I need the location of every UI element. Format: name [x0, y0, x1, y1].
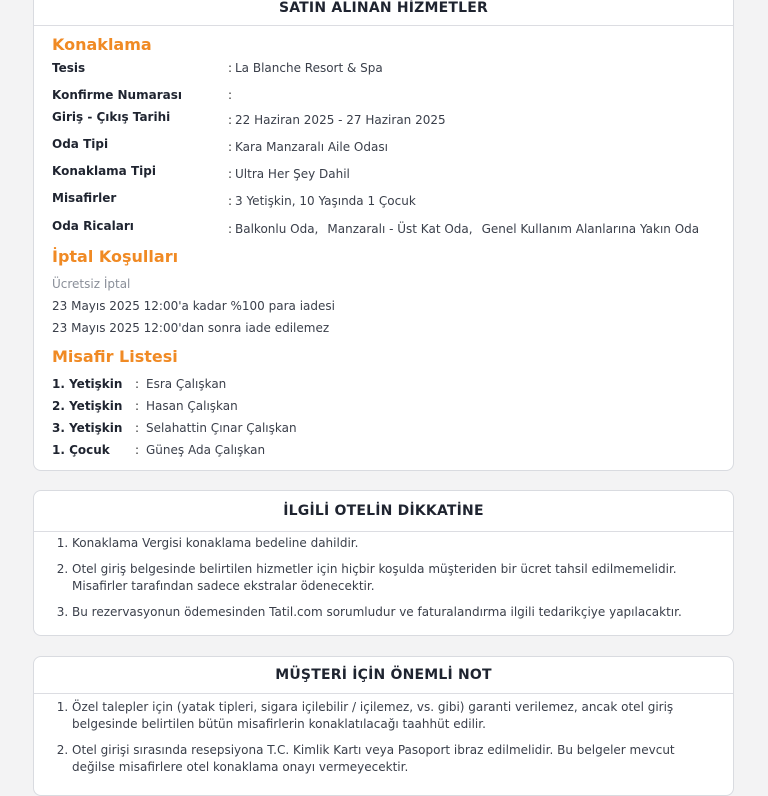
guest-row — [52, 443, 723, 463]
customer-note-card — [33, 656, 734, 796]
guest-list-heading: Misafir Listesi — [52, 347, 178, 366]
guest-label: 1. Çocuk — [52, 443, 110, 457]
guest-row — [52, 399, 723, 419]
confirmation-number-label: Konfirme Numarası — [52, 88, 182, 102]
board-type-label: Konaklama Tipi — [52, 164, 156, 178]
colon: : — [135, 443, 140, 457]
hotel-notice-item: 1. Konaklama Vergisi konaklama bedeline dahildir. — [72, 535, 721, 552]
cancellation-heading: İptal Koşulları — [52, 247, 179, 266]
colon: : — [228, 113, 233, 127]
dates-value: 22 Haziran 2025 - 27 Haziran 2025 — [235, 113, 446, 127]
purchased-services-card — [33, 0, 734, 471]
colon: : — [228, 194, 233, 208]
colon: : — [228, 140, 233, 154]
room-requests-value — [235, 222, 708, 236]
guest-label: 2. Yetişkin — [52, 399, 123, 413]
colon: : — [135, 377, 140, 391]
hotel-notice-title: İLGİLİ OTELİN DİKKATİNE — [34, 491, 733, 532]
colon: : — [228, 222, 233, 236]
room-request-item: Manzaralı - Üst Kat Oda, — [327, 222, 473, 236]
guests-label: Misafirler — [52, 191, 117, 205]
row-dates — [52, 110, 723, 130]
free-cancellation-label: Ücretsiz İptal — [52, 277, 131, 291]
board-type-value: Ultra Her Şey Dahil — [235, 167, 350, 181]
cancellation-line: 23 Mayıs 2025 12:00'a kadar %100 para iadesi — [52, 299, 335, 313]
hotel-notice-list — [54, 535, 721, 630]
colon: : — [135, 421, 140, 435]
room-request-item: Genel Kullanım Alanlarına Yakın Oda — [481, 222, 700, 236]
customer-note-item: 1. Özel talepler için (yatak tipleri, sigara içilebilir / içilemez, vs. gibi) garanti verilemez, ancak otel giriş belgesinde belirtilen bütün misafirlerin konaklatılacağı taahhüt edilir. — [72, 699, 721, 733]
colon: : — [135, 399, 140, 413]
purchased-services-title: SATIN ALINAN HİZMETLER — [34, 0, 733, 26]
row-guests — [52, 191, 723, 211]
customer-note-item: 2. Otel girişi sırasında resepsiyona T.C. Kimlik Kartı veya Pasoport ibraz edilmelidir. Bu belgeler mevcut değilse misafirlere otel konaklama onayı vermeyecektir. — [72, 742, 721, 776]
row-facility — [52, 61, 723, 81]
hotel-notice-card — [33, 490, 734, 636]
row-room-type — [52, 137, 723, 157]
guest-row — [52, 377, 723, 397]
accommodation-heading: Konaklama — [52, 35, 152, 54]
guest-row — [52, 421, 723, 441]
room-request-item: Balkonlu Oda, — [235, 222, 319, 236]
colon: : — [228, 61, 233, 75]
guest-name: Hasan Çalışkan — [146, 399, 238, 413]
hotel-notice-item: 2. Otel giriş belgesinde belirtilen hizmetler için hiçbir koşulda müşteriden bir ücret tahsil edilmemelidir. Misafirler tarafından sadece ekstralar ödenecektir. — [72, 561, 721, 595]
customer-note-title: MÜŞTERİ İÇİN ÖNEMLİ NOT — [34, 657, 733, 694]
customer-note-list — [54, 699, 721, 785]
facility-value: La Blanche Resort & Spa — [235, 61, 383, 75]
guest-name: Güneş Ada Çalışkan — [146, 443, 266, 457]
colon: : — [228, 88, 233, 102]
room-type-value: Kara Manzaralı Aile Odası — [235, 140, 388, 154]
guest-name: Selahattin Çınar Çalışkan — [146, 421, 297, 435]
guest-name: Esra Çalışkan — [146, 377, 227, 391]
guest-label: 1. Yetişkin — [52, 377, 123, 391]
facility-label: Tesis — [52, 61, 86, 75]
row-confirmation-number — [52, 88, 723, 108]
row-room-requests — [52, 219, 723, 239]
cancellation-line: 23 Mayıs 2025 12:00'dan sonra iade edilemez — [52, 321, 330, 335]
colon: : — [228, 167, 233, 181]
guests-value: 3 Yetişkin, 10 Yaşında 1 Çocuk — [235, 194, 416, 208]
room-requests-label: Oda Ricaları — [52, 219, 134, 233]
guest-label: 3. Yetişkin — [52, 421, 123, 435]
hotel-notice-item: 3. Bu rezervasyonun ödemesinden Tatil.com sorumludur ve faturalandırma ilgili tedarikçiye yapılacaktır. — [72, 604, 721, 621]
dates-label: Giriş - Çıkış Tarihi — [52, 110, 171, 124]
room-type-label: Oda Tipi — [52, 137, 109, 151]
row-board-type — [52, 164, 723, 184]
